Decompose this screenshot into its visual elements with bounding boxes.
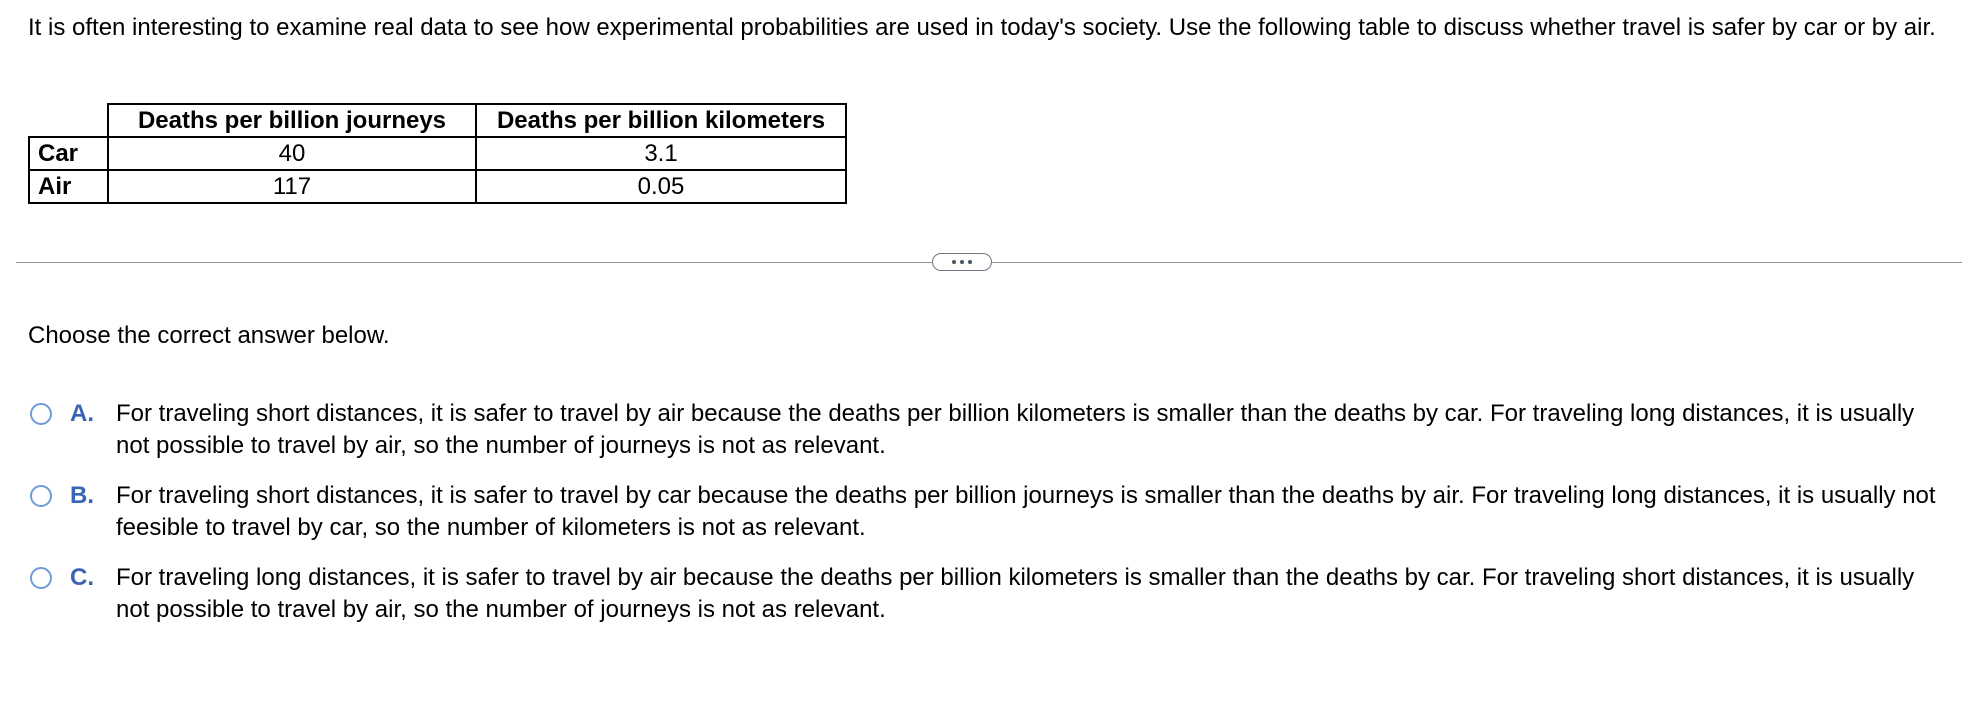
answer-option-a[interactable] [30, 398, 1940, 462]
data-table [28, 103, 847, 204]
table-header-journeys: Deaths per billion journeys [108, 104, 476, 137]
answer-prompt: Choose the correct answer below. [28, 322, 390, 349]
table-row-label-car: Car [29, 137, 108, 170]
table-cell-car-journeys: 40 [108, 137, 476, 170]
answer-option-b[interactable] [30, 480, 1940, 544]
table-cell-air-journeys: 117 [108, 170, 476, 203]
expand-more-button[interactable] [932, 253, 992, 271]
ellipsis-icon [952, 260, 956, 264]
table-row [29, 170, 846, 203]
radio-button-c[interactable] [30, 567, 52, 589]
table-cell-air-kilometers: 0.05 [476, 170, 846, 203]
option-letter-c: C. [70, 564, 94, 591]
option-letter-a: A. [70, 400, 94, 427]
option-letter-b: B. [70, 482, 94, 509]
radio-button-a[interactable] [30, 403, 52, 425]
table-corner-cell [29, 104, 108, 137]
table-row-label-air: Air [29, 170, 108, 203]
table-cell-car-kilometers: 3.1 [476, 137, 846, 170]
table-header-row [29, 104, 846, 137]
table-row [29, 137, 846, 170]
radio-button-b[interactable] [30, 485, 52, 507]
table-header-kilometers: Deaths per billion kilometers [476, 104, 846, 137]
answer-option-c[interactable] [30, 562, 1940, 626]
option-text-a: For traveling short distances, it is safer to travel by air because the deaths per billion kilometers is smaller than the deaths by car. For traveling long distances, it is usually not possible to travel by air, so the number of journeys is not as relevant. [116, 400, 1915, 459]
ellipsis-icon [968, 260, 972, 264]
ellipsis-icon [960, 260, 964, 264]
question-text: It is often interesting to examine real data to see how experimental probabilities are used in today's society. Use the following table to discuss whether travel is safer by car or by air. [28, 14, 1936, 41]
option-text-b: For traveling short distances, it is safer to travel by car because the deaths per billion journeys is smaller than the deaths by air. For traveling long distances, it is usually not feesible to travel by car, so the number of kilometers is not as relevant. [116, 482, 1936, 541]
option-text-c: For traveling long distances, it is safer to travel by air because the deaths per billion kilometers is smaller than the deaths by car. For traveling short distances, it is usually not possible to travel by air, so the number of journeys is not as relevant. [116, 564, 1915, 623]
